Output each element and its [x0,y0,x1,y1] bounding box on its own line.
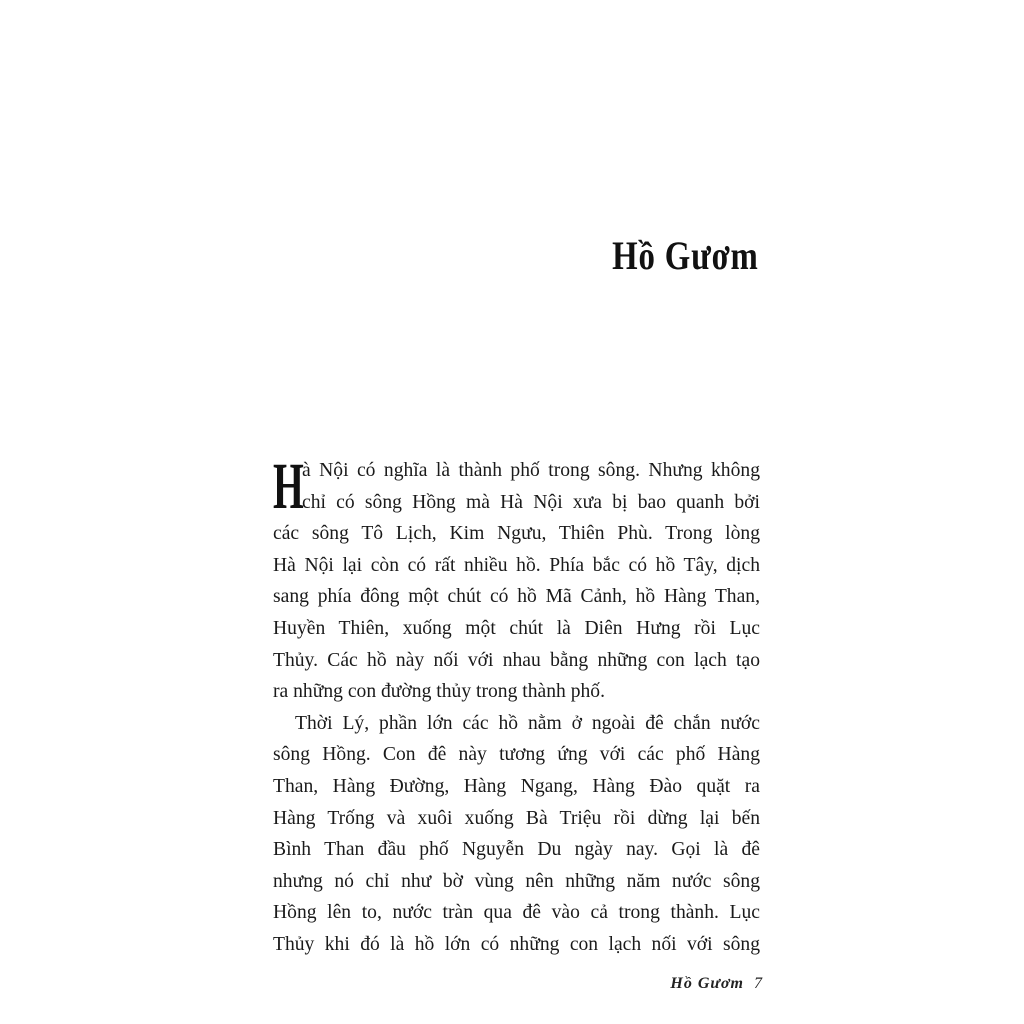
text-line: Thủy khi đó là hồ lớn có những con lạch nối với sông [273,933,760,955]
text-line: chỉ có sông Hồng mà Hà Nội xưa bị bao quanh bởi [302,491,760,513]
running-title: Hồ Gươm [670,975,744,992]
text-line: các sông Tô Lịch, Kim Ngưu, Thiên Phù. Trong lòng [273,523,760,545]
text-line: Thủy. Các hồ này nối với nhau bằng những con lạch tạo [273,649,760,671]
text-line: ra những con đường thủy trong thành phố. [273,681,605,703]
text-line: à Nội có nghĩa là thành phố trong sông. Nhưng không [302,460,760,481]
drop-cap: H [273,450,304,523]
text-line: Hà Nội lại còn có rất nhiều hồ. Phía bắc có hồ Tây, dịch [273,554,760,576]
text-line: Bình Than đầu phố Nguyễn Du ngày nay. Gọi là đê [273,839,760,861]
text-line: nhưng nó chỉ như bờ vùng nên những năm nước sông [273,870,760,892]
paragraph-1 [273,450,760,708]
text-line: Thời Lý, phần lớn các hồ nằm ở ngoài đê chắn nước [295,712,760,734]
text-line: Than, Hàng Đường, Hàng Ngang, Hàng Đào quặt ra [273,775,760,797]
body-text [273,450,760,961]
text-line: sang phía đông một chút có hồ Mã Cảnh, hồ Hàng Than, [273,586,760,608]
text-line: Hàng Trống và xuôi xuống Bà Triệu rồi dừng lại bến [273,807,760,829]
text-line: sông Hồng. Con đê này tương ứng với các phố Hàng [273,744,760,766]
chapter-title: Hồ Gươm [612,233,759,278]
page-number: 7 [754,975,762,992]
text-line: Huyền Thiên, xuống một chút là Diên Hưng rồi Lục [273,617,760,639]
page-footer [670,975,762,993]
text-line: Hồng lên to, nước tràn qua đê vào cả trong thành. Lục [273,902,760,924]
paragraph-2 [273,708,760,961]
